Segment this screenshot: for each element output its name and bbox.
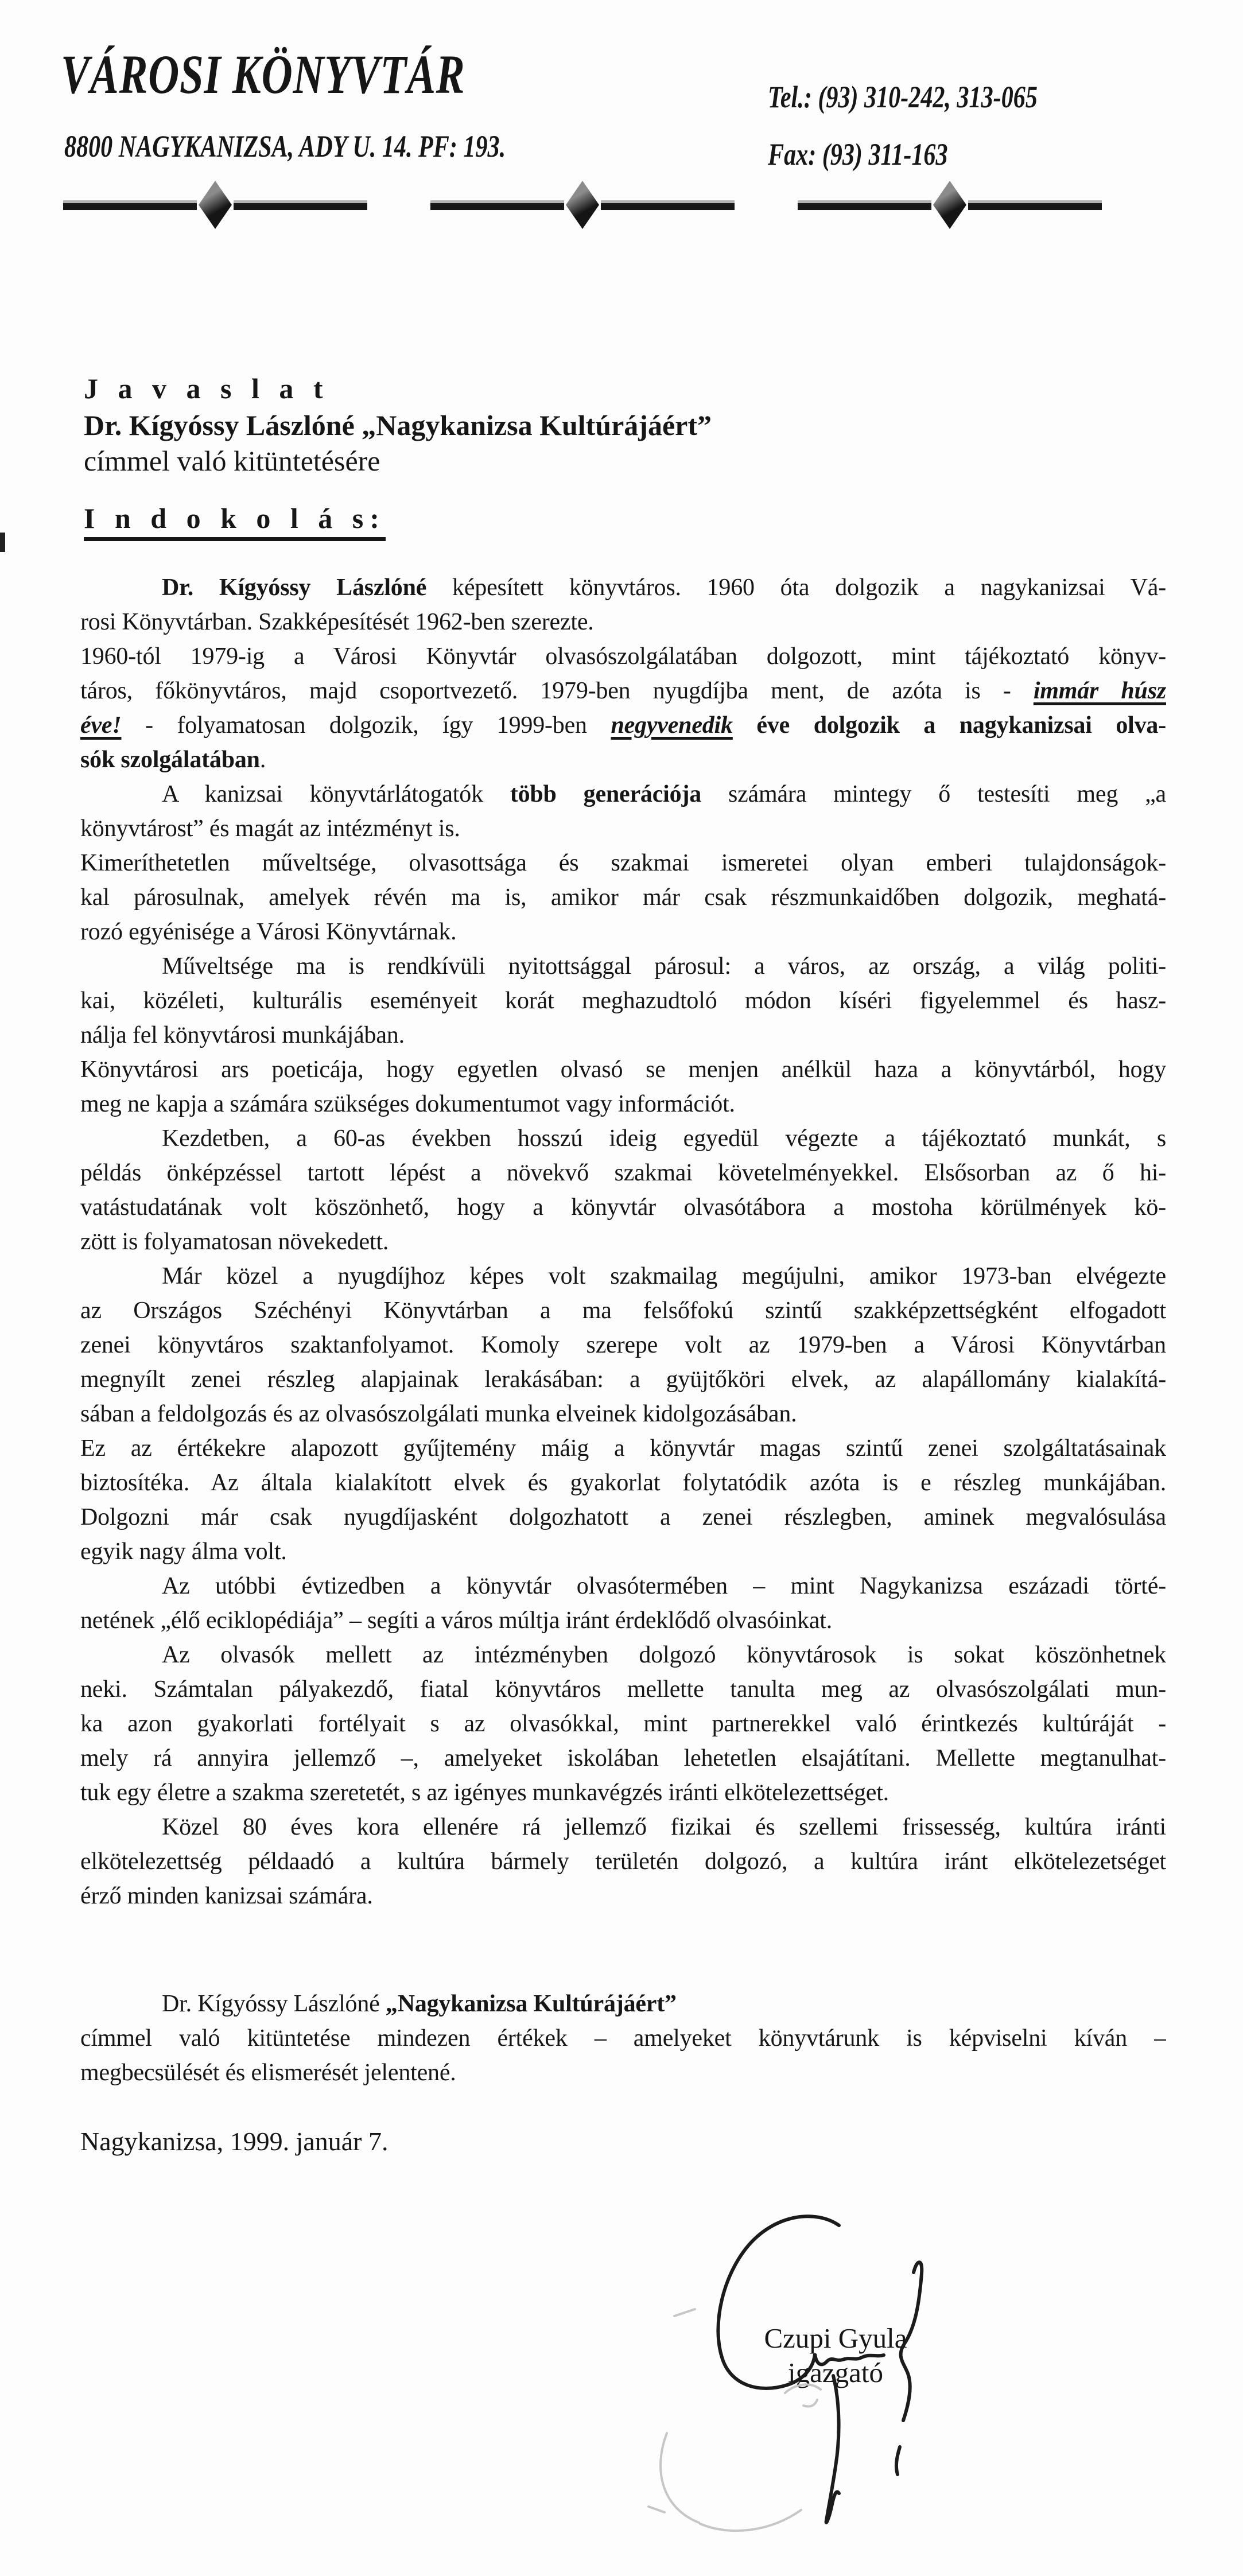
body-line	[80, 1328, 1166, 1362]
body-line	[80, 1362, 1166, 1397]
subject-label: J a v a s l a t	[84, 372, 329, 405]
text-segment: Könyvtárosi ars poeticája, hogy egyetlen olvasó se menjen anélkül haza a könyvtárból, hogy	[80, 1056, 1166, 1083]
text-segment: képesített könyvtáros. 1960 óta dolgozik a nagykanizsai Vá-	[426, 574, 1166, 601]
letterhead-address: 8800 NAGYKANIZSA, ADY U. 14. PF: 193.	[64, 129, 506, 164]
body-line	[80, 743, 1166, 777]
body-line	[80, 1259, 1166, 1293]
text-segment: biztosítéka. Az általa kialakított elvek és gyakorlat folytatódik azóta is e részleg munkájában.	[80, 1470, 1166, 1496]
text-segment: 1960-tól 1979-ig a Városi Könyvtár olvasószolgálatában dolgozott, mint tájékoztató könyv-	[80, 643, 1166, 670]
text-segment: több generációja	[510, 781, 702, 807]
text-segment: sók szolgálatában	[80, 747, 260, 773]
body-line	[80, 1879, 1166, 1913]
body-line	[80, 1775, 1166, 1810]
body-line	[80, 2021, 1166, 2056]
text-segment: éve dolgozik a nagykanizsai olva-	[732, 712, 1166, 739]
text-segment: az Országos Széchényi Könyvtárban a ma felsőfokú szintű szakképzettségként elfogadott	[80, 1297, 1166, 1324]
text-segment: ka azon gyakorlati fortélyait s az olvasókkal, mint partnerekkel való érintkezés kultúráját -	[80, 1711, 1166, 1737]
paragraph-gap	[80, 1913, 1166, 1987]
body-line	[80, 674, 1166, 708]
text-segment: .	[259, 747, 266, 773]
scan-speck	[0, 533, 5, 552]
text-segment: Kimeríthetetlen műveltsége, olvasottsága és szakmai ismeretei olyan emberi tulajdonságok-	[80, 850, 1166, 876]
body-line	[80, 1810, 1166, 1844]
body-line	[80, 1500, 1166, 1534]
letterhead-fax: Fax: (93) 311-163	[768, 137, 948, 172]
text-segment: negyvenedik	[611, 712, 733, 739]
text-segment: Dolgozni már csak nyugdíjasként dolgozhatott a zenei részlegben, aminek megvalósulása	[80, 1504, 1166, 1530]
letterhead-tel: Tel.: (93) 310-242, 313-065	[768, 80, 1038, 114]
body-line	[80, 1190, 1166, 1225]
body-line	[80, 1707, 1166, 1741]
subject-subtitle-line: címmel való kitüntetésére	[84, 445, 380, 477]
text-segment: immár húsz	[1033, 678, 1166, 704]
subject-title-line: Dr. Kígyóssy Lászlóné „Nagykanizsa Kultúrájáért”	[84, 409, 712, 441]
body-line	[80, 1569, 1166, 1603]
text-segment: netének „élő eciklopédiája” – segíti a város múltja iránt érdeklődő olvasóinkat.	[80, 1607, 833, 1634]
text-segment: Ez az értékekre alapozott gyűjtemény máig a könyvtár magas szintű zenei szolgáltatásainak	[80, 1435, 1166, 1462]
body-line	[80, 1672, 1166, 1707]
body-line	[80, 1638, 1166, 1672]
body-line	[80, 846, 1166, 880]
text-segment: Dr. Kígyóssy Lászlóné	[162, 1991, 386, 2017]
text-segment: „Nagykanizsa Kultúrájáért”	[385, 1991, 677, 2017]
body-line	[80, 1844, 1166, 1879]
letterhead-divider	[63, 181, 1102, 229]
text-segment: nálja fel könyvtárosi munkájában.	[80, 1022, 405, 1048]
text-segment: mely rá annyira jellemző –, amelyeket iskolában lehetetlen elsajátítani. Mellette megtanulhat-	[80, 1745, 1166, 1771]
text-segment: meg ne kapja a számára szükséges dokumentumot vagy információt.	[80, 1091, 735, 1117]
body-line	[80, 570, 1166, 605]
body-line	[80, 1534, 1166, 1569]
divider-line	[601, 200, 735, 210]
divider-line	[430, 200, 564, 210]
body-line	[80, 811, 1166, 846]
divider-line	[234, 200, 367, 210]
body-line	[80, 1087, 1166, 1121]
body-line	[80, 1018, 1166, 1052]
divider-group	[798, 181, 1102, 229]
body-line	[80, 1121, 1166, 1156]
text-segment: éve!	[80, 712, 122, 739]
text-segment: tuk egy életre a szakma szeretetét, s az igényes munkavégzés iránti elkötelezettséget.	[80, 1780, 889, 1806]
text-segment: sában a feldolgozás és az olvasószolgálati munka elveinek kidolgozásában.	[80, 1401, 797, 1427]
text-segment: zenei könyvtáros szaktanfolyamot. Komoly szerepe volt az 1979-ben a Városi Könyvtárban	[80, 1332, 1166, 1358]
text-segment: címmel való kitüntetése mindezen értékek – amelyeket könyvtárunk is képviselni kíván –	[80, 2025, 1166, 2052]
text-segment: kai, közéleti, kulturális eseményeit korát meghazudtoló módon kíséri figyelemmel és hasz-	[80, 988, 1166, 1014]
body-line	[80, 1293, 1166, 1328]
divider-group	[430, 181, 735, 229]
text-segment: táros, főkönyvtáros, majd csoportvezető. 1979-ben nyugdíjba ment, de azóta is -	[80, 678, 1034, 704]
text-segment: vatástudatának volt köszönhető, hogy a könyvtár olvasótábora a mostoha körülmények kö-	[80, 1194, 1166, 1221]
body-line	[80, 605, 1166, 639]
body-line	[80, 1225, 1166, 1259]
divider-line	[798, 200, 931, 210]
body-line	[80, 915, 1166, 949]
text-segment: megbecsülését és elismerését jelentené.	[80, 2060, 456, 2086]
text-segment: könyvtárost” és magát az intézményt is.	[80, 815, 460, 842]
text-segment: Kezdetben, a 60-as években hosszú ideig egyedül végezte a tájékoztató munkát, s	[162, 1125, 1166, 1152]
text-segment: - folyamatosan dolgozik, így 1999-ben	[121, 712, 611, 739]
body-line	[80, 1397, 1166, 1431]
text-segment: Már közel a nyugdíjhoz képes volt szakmailag megújulni, amikor 1973-ban elvégezte	[162, 1263, 1166, 1289]
diamond-ornament-icon	[199, 181, 232, 229]
body-line	[80, 639, 1166, 674]
body-line	[80, 1052, 1166, 1087]
body-line	[80, 984, 1166, 1018]
body-line	[80, 1603, 1166, 1638]
text-segment: Közel 80 éves kora ellenére rá jellemző fizikai és szellemi frissesség, kultúra iránti	[162, 1814, 1166, 1840]
diamond-ornament-icon	[933, 181, 966, 229]
text-segment: példás önképzéssel tartott lépést a növekvő szakmai követelményekkel. Elsősorban az ő hi-	[80, 1160, 1166, 1186]
letterhead-title: VÁROSI KÖNYVTÁR	[61, 44, 465, 105]
text-segment: egyik nagy álma volt.	[80, 1538, 287, 1565]
text-segment: A kanizsai könyvtárlátogatók	[162, 781, 510, 807]
text-segment: Műveltsége ma is rendkívüli nyitottsággal párosul: a város, az ország, a világ politi-	[162, 953, 1166, 980]
text-segment: megnyílt zenei részleg alapjainak lerakásában: a gyüjtőköri elvek, az alapállomány kialakítá-	[80, 1366, 1166, 1393]
text-segment: rosi Könyvtárban. Szakképesítését 1962-ben szerezte.	[80, 609, 594, 635]
text-segment: neki. Számtalan pályakezdő, fiatal könyvtáros mellette tanulta meg az olvasószolgálati mun-	[80, 1676, 1166, 1703]
body-line	[80, 708, 1166, 743]
body-line	[80, 1156, 1166, 1190]
body-line	[80, 880, 1166, 915]
text-segment: kal párosulnak, amelyek révén ma is, amikor már csak részmunkaidőben dolgozik, meghatá-	[80, 884, 1166, 911]
text-segment: rozó egyénisége a Városi Könyvtárnak.	[80, 919, 457, 945]
signatory-role: igazgató	[788, 2357, 883, 2388]
body-line	[80, 949, 1166, 984]
diamond-ornament-icon	[566, 181, 599, 229]
text-segment: Az utóbbi évtizedben a könyvtár olvasótermében – mint Nagykanizsa eszázadi törté-	[162, 1573, 1166, 1599]
text-segment: Dr. Kígyóssy Lászlóné	[162, 574, 427, 601]
body-line	[80, 2056, 1166, 2090]
body-line	[80, 1741, 1166, 1775]
letter-body	[80, 570, 1166, 2090]
text-segment: számára mintegy ő testesíti meg „a	[701, 781, 1166, 807]
text-segment: Az olvasók mellett az intézményben dolgozó könyvtárosok is sokat köszönhetnek	[162, 1642, 1166, 1668]
body-line	[80, 1987, 1166, 2021]
divider-line	[63, 200, 197, 210]
text-segment: érző minden kanizsai számára.	[80, 1883, 373, 1909]
text-segment: elkötelezettség példaadó a kultúra bármely területén dolgozó, a kultúra iránt elkötelezetséget	[80, 1848, 1166, 1875]
signatory-name: Czupi Gyula	[764, 2322, 907, 2354]
body-line	[80, 1431, 1166, 1466]
text-segment: zött is folyamatosan növekedett.	[80, 1229, 389, 1255]
date-line: Nagykanizsa, 1999. január 7.	[80, 2127, 389, 2156]
section-heading: I n d o k o l á s:	[84, 502, 386, 541]
divider-group	[63, 181, 367, 229]
body-line	[80, 777, 1166, 811]
divider-line	[968, 200, 1102, 210]
body-line	[80, 1466, 1166, 1500]
